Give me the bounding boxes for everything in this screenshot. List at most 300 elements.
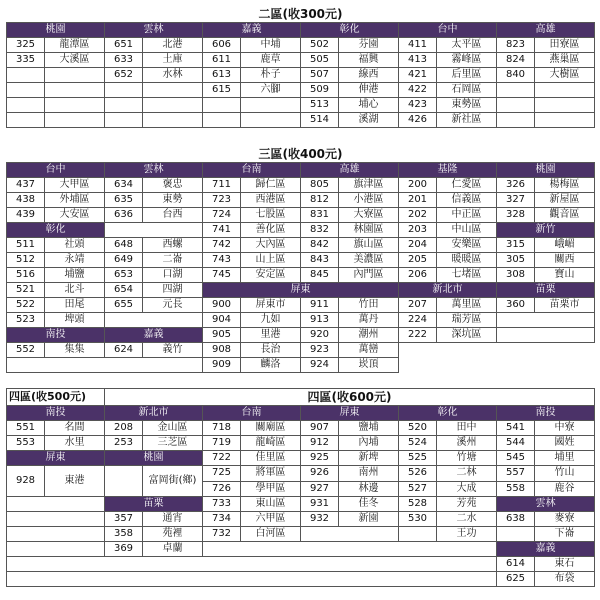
- table-row: [7, 53, 595, 68]
- region-header: 嘉義: [203, 23, 301, 38]
- postal-code: 421: [399, 68, 437, 83]
- postal-code: 923: [301, 343, 339, 358]
- table-row: [7, 436, 595, 451]
- district-name: 將軍區: [241, 466, 301, 482]
- district-name: 旗山區: [339, 238, 399, 253]
- postal-code: 202: [399, 208, 437, 223]
- district-name: 學甲區: [241, 481, 301, 497]
- district-name: 中山區: [437, 223, 497, 238]
- postal-code: 528: [399, 497, 437, 512]
- district-name: 林園區: [339, 223, 399, 238]
- empty-cell: [399, 343, 595, 358]
- zone4-600-title: 四區(收600元): [105, 389, 595, 406]
- district-name: 內門區: [339, 268, 399, 283]
- district-name: 旗津區: [339, 178, 399, 193]
- table-row: [7, 358, 595, 373]
- district-name: 大樹區: [535, 68, 595, 83]
- district-name: 龍潭區: [45, 38, 105, 53]
- district-name: 三芝區: [143, 436, 203, 451]
- postal-code: [203, 98, 241, 113]
- district-name: 林邊: [339, 481, 399, 497]
- district-name: 二崙: [143, 253, 203, 268]
- district-name: 東石: [535, 557, 595, 572]
- region-header: 高雄: [301, 163, 399, 178]
- district-name: [143, 98, 203, 113]
- district-name: 佳冬: [339, 497, 399, 512]
- postal-code: 358: [105, 527, 143, 542]
- postal-code: 514: [301, 113, 339, 128]
- postal-code: 845: [301, 268, 339, 283]
- postal-code: 253: [105, 436, 143, 451]
- postal-code: 733: [203, 497, 241, 512]
- district-name: 南州: [339, 466, 399, 482]
- postal-code: 927: [301, 481, 339, 497]
- district-name: 二水: [437, 512, 497, 527]
- district-name: [143, 113, 203, 128]
- postal-code: [105, 83, 143, 98]
- district-name: 卓蘭: [143, 542, 203, 557]
- district-name: 東港: [45, 466, 105, 497]
- postal-code: 723: [203, 193, 241, 208]
- district-name: 麟洛: [241, 358, 301, 373]
- postal-code: 920: [301, 328, 339, 343]
- region-header: 新北市: [399, 283, 497, 298]
- table-row: [7, 238, 595, 253]
- region-header: 南投: [497, 406, 595, 421]
- district-name: [241, 98, 301, 113]
- district-name: [535, 98, 595, 113]
- postal-code: 634: [105, 178, 143, 193]
- district-name: 大甲區: [45, 178, 105, 193]
- district-name: [143, 83, 203, 98]
- postal-code: 911: [301, 298, 339, 313]
- region-header: 台中: [7, 163, 105, 178]
- postal-code: [7, 83, 45, 98]
- district-name: 大安區: [45, 208, 105, 223]
- postal-code: 805: [301, 178, 339, 193]
- zone2-body: [7, 38, 595, 128]
- empty-cell: [497, 313, 595, 328]
- district-name: 安定區: [241, 268, 301, 283]
- postal-code: 636: [105, 208, 143, 223]
- postal-code: 711: [203, 178, 241, 193]
- table-row: [7, 283, 595, 298]
- district-name: 富岡街(鄉): [143, 466, 203, 497]
- district-name: 土庫: [143, 53, 203, 68]
- district-name: 竹田: [339, 298, 399, 313]
- postal-code: 638: [497, 512, 535, 527]
- postal-code: 653: [105, 268, 143, 283]
- district-name: 七股區: [241, 208, 301, 223]
- postal-code: [7, 98, 45, 113]
- postal-code: 507: [301, 68, 339, 83]
- table-row: [7, 466, 595, 482]
- postal-code: 422: [399, 83, 437, 98]
- table-row: [7, 298, 595, 313]
- district-name: 溪州: [437, 436, 497, 451]
- postal-code: 734: [203, 512, 241, 527]
- postal-code: 545: [497, 451, 535, 466]
- postal-code: 505: [301, 53, 339, 68]
- district-name: 暖暖區: [437, 253, 497, 268]
- region-header: 雲林: [105, 163, 203, 178]
- district-name: 白河區: [241, 527, 301, 542]
- postal-code: 725: [203, 466, 241, 482]
- district-name: 名間: [45, 421, 105, 436]
- district-name: 六腳: [241, 83, 301, 98]
- district-name: 內埔: [339, 436, 399, 451]
- postal-code: 326: [497, 178, 535, 193]
- district-name: 長治: [241, 343, 301, 358]
- postal-code: 907: [301, 421, 339, 436]
- zone3-title: 三區(收400元): [258, 147, 343, 161]
- district-name: 中埔: [241, 38, 301, 53]
- postal-code: 900: [203, 298, 241, 313]
- district-name: 龍崎區: [241, 436, 301, 451]
- empty-cell: [7, 497, 105, 512]
- district-name: 麥寮: [535, 512, 595, 527]
- postal-code: 652: [105, 68, 143, 83]
- district-name: 埤頭: [45, 313, 105, 328]
- table-row: [7, 527, 595, 542]
- district-name: 寶山: [535, 268, 595, 283]
- region-header: 桃園: [7, 23, 105, 38]
- district-name: 九如: [241, 313, 301, 328]
- district-name: 國姓: [535, 436, 595, 451]
- postal-code: [497, 83, 535, 98]
- district-name: 仁愛區: [437, 178, 497, 193]
- district-name: 崁頂: [339, 358, 399, 373]
- postal-code: 201: [399, 193, 437, 208]
- district-name: 社頭: [45, 238, 105, 253]
- zone2-table: [6, 6, 595, 128]
- table-row: [7, 421, 595, 436]
- postal-code: 718: [203, 421, 241, 436]
- district-name: 萬里區: [437, 298, 497, 313]
- district-name: 太平區: [437, 38, 497, 53]
- postal-code: 913: [301, 313, 339, 328]
- postal-code: 557: [497, 466, 535, 482]
- district-name: 北斗: [45, 283, 105, 298]
- district-name: 埔鹽: [45, 268, 105, 283]
- postal-code: 648: [105, 238, 143, 253]
- postal-code: 523: [7, 313, 45, 328]
- district-name: 金山區: [143, 421, 203, 436]
- region-header: 嘉義: [497, 542, 595, 557]
- district-name: 關西: [535, 253, 595, 268]
- region-header: 基隆: [399, 163, 497, 178]
- region-header: 高雄: [497, 23, 595, 38]
- region-header: 苗栗: [105, 497, 203, 512]
- district-name: 新社區: [437, 113, 497, 128]
- district-name: 新園: [339, 512, 399, 527]
- district-name: 集集: [45, 343, 105, 358]
- empty-cell: [7, 557, 497, 572]
- district-name: [45, 98, 105, 113]
- postal-code: 924: [301, 358, 339, 373]
- postal-code: 928: [7, 466, 45, 497]
- table-row: [7, 253, 595, 268]
- district-name: 埔心: [339, 98, 399, 113]
- region-header: 雲林: [105, 23, 203, 38]
- district-name: 大溪區: [45, 53, 105, 68]
- district-name: 永靖: [45, 253, 105, 268]
- district-name: 田寮區: [535, 38, 595, 53]
- postal-code: 624: [105, 343, 143, 358]
- postal-code: 206: [399, 268, 437, 283]
- district-name: [45, 113, 105, 128]
- district-name: [241, 113, 301, 128]
- district-name: 楊梅區: [535, 178, 595, 193]
- zone4-500-title: 四區(收500元): [7, 389, 105, 406]
- postal-code: 527: [399, 481, 437, 497]
- postal-code: 541: [497, 421, 535, 436]
- empty-cell: [497, 328, 595, 343]
- district-name: 褒忠: [143, 178, 203, 193]
- table-row: [7, 193, 595, 208]
- postal-code: 649: [105, 253, 143, 268]
- empty-cell: [203, 542, 497, 557]
- postal-code: 932: [301, 512, 339, 527]
- postal-code: 840: [497, 68, 535, 83]
- district-name: 安樂區: [437, 238, 497, 253]
- postal-code: 611: [203, 53, 241, 68]
- postal-code: 823: [497, 38, 535, 53]
- district-name: 峨嵋: [535, 238, 595, 253]
- district-name: 田尾: [45, 298, 105, 313]
- table-row: [7, 38, 595, 53]
- district-name: 布袋: [535, 572, 595, 587]
- district-name: 西螺: [143, 238, 203, 253]
- district-name: 口湖: [143, 268, 203, 283]
- district-name: 關廟區: [241, 421, 301, 436]
- postal-code: [105, 466, 143, 497]
- region-header: 新竹: [497, 223, 595, 238]
- region-header: 桃園: [105, 451, 203, 466]
- region-header: 新北市: [105, 406, 203, 421]
- postal-code: 204: [399, 238, 437, 253]
- district-name: 深坑區: [437, 328, 497, 343]
- postal-code: 722: [203, 451, 241, 466]
- table-row: [7, 343, 595, 358]
- district-name: 東山區: [241, 497, 301, 512]
- district-name: 下崙: [535, 527, 595, 542]
- zone3-rows-b: [7, 238, 595, 283]
- district-name: 中正區: [437, 208, 497, 223]
- zone3-rows-a: [7, 178, 595, 223]
- district-name: 朴子: [241, 68, 301, 83]
- postal-code: 615: [203, 83, 241, 98]
- postal-code: [7, 113, 45, 128]
- table-row: [7, 313, 595, 328]
- postal-code: 509: [301, 83, 339, 98]
- empty-cell: [7, 527, 105, 542]
- district-name: 東勢: [143, 193, 203, 208]
- postal-code: 824: [497, 53, 535, 68]
- postal-code: 522: [7, 298, 45, 313]
- district-name: [45, 83, 105, 98]
- table-row: [7, 83, 595, 98]
- district-name: 竹塘: [437, 451, 497, 466]
- zone4-header-row: [7, 406, 595, 421]
- postal-code: 654: [105, 283, 143, 298]
- postal-code: [497, 527, 535, 542]
- district-name: [535, 83, 595, 98]
- postal-code: 925: [301, 451, 339, 466]
- postal-code: 224: [399, 313, 437, 328]
- zone4-table: [6, 388, 595, 587]
- district-name: 六甲區: [241, 512, 301, 527]
- zone3-header-row: [7, 163, 595, 178]
- postal-code: 553: [7, 436, 45, 451]
- district-name: 霧峰區: [437, 53, 497, 68]
- table-row: [7, 208, 595, 223]
- district-name: 中寮: [535, 421, 595, 436]
- postal-code: 606: [203, 38, 241, 53]
- region-header: 屏東: [301, 406, 399, 421]
- empty-cell: [7, 572, 497, 587]
- district-name: 苑裡: [143, 527, 203, 542]
- table-row: [7, 178, 595, 193]
- district-name: 西港區: [241, 193, 301, 208]
- district-name: 小港區: [339, 193, 399, 208]
- region-header: 屏東: [203, 283, 399, 298]
- table-row: [7, 98, 595, 113]
- district-name: 大寮區: [339, 208, 399, 223]
- district-name: 東勢區: [437, 98, 497, 113]
- postal-code: 635: [105, 193, 143, 208]
- empty-cell: [399, 358, 595, 373]
- district-name: 義竹: [143, 343, 203, 358]
- postal-code: 926: [301, 466, 339, 482]
- district-name: [45, 68, 105, 83]
- postal-code: 426: [399, 113, 437, 128]
- district-name: 芳苑: [437, 497, 497, 512]
- zone3-table: [6, 146, 595, 373]
- district-name: 福興: [339, 53, 399, 68]
- district-name: 台西: [143, 208, 203, 223]
- postal-code: 842: [301, 238, 339, 253]
- postal-code: 719: [203, 436, 241, 451]
- postal-code: 551: [7, 421, 45, 436]
- region-header: 南投: [7, 328, 105, 343]
- postal-code: 741: [203, 223, 241, 238]
- district-name: 芬園: [339, 38, 399, 53]
- region-header: 桃園: [497, 163, 595, 178]
- district-name: 北港: [143, 38, 203, 53]
- district-name: 瑞芳區: [437, 313, 497, 328]
- table-row: [7, 542, 595, 557]
- postal-code: 357: [105, 512, 143, 527]
- district-name: 苗栗市: [535, 298, 595, 313]
- district-name: 鹿谷: [535, 481, 595, 497]
- postal-code: 812: [301, 193, 339, 208]
- postal-code: 207: [399, 298, 437, 313]
- empty-cell: [7, 542, 105, 557]
- postal-code: 315: [497, 238, 535, 253]
- table-row: [7, 268, 595, 283]
- postal-code: 544: [497, 436, 535, 451]
- postal-code: 832: [301, 223, 339, 238]
- district-name: 元長: [143, 298, 203, 313]
- postal-code: 732: [203, 527, 241, 542]
- postal-code: 335: [7, 53, 45, 68]
- empty-cell: [7, 512, 105, 527]
- postal-code: [497, 98, 535, 113]
- empty-cell: [301, 527, 399, 542]
- postal-code: 525: [399, 451, 437, 466]
- postal-code: 521: [7, 283, 45, 298]
- postal-code: 413: [399, 53, 437, 68]
- district-name: 善化區: [241, 223, 301, 238]
- region-header: 南投: [7, 406, 105, 421]
- region-header: 彰化: [7, 223, 105, 238]
- postal-code: 325: [7, 38, 45, 53]
- table-row: [7, 557, 595, 572]
- postal-code: 411: [399, 38, 437, 53]
- postal-code: 516: [7, 268, 45, 283]
- district-name: 四湖: [143, 283, 203, 298]
- region-header: 台中: [399, 23, 497, 38]
- district-name: 七堵區: [437, 268, 497, 283]
- district-name: 美濃區: [339, 253, 399, 268]
- region-header: 彰化: [301, 23, 399, 38]
- postal-code: [105, 113, 143, 128]
- postal-code: [105, 98, 143, 113]
- district-name: 里港: [241, 328, 301, 343]
- postal-code: 530: [399, 512, 437, 527]
- table-row: [7, 113, 595, 128]
- district-name: 燕巢區: [535, 53, 595, 68]
- postal-code: 360: [497, 298, 535, 313]
- postal-code: [497, 113, 535, 128]
- district-name: 王功: [437, 527, 497, 542]
- postal-code: 369: [105, 542, 143, 557]
- postal-code: 222: [399, 328, 437, 343]
- region-header: 屏東: [7, 451, 105, 466]
- postal-code: [203, 113, 241, 128]
- district-name: 后里區: [437, 68, 497, 83]
- postal-code: 511: [7, 238, 45, 253]
- district-name: 歸仁區: [241, 178, 301, 193]
- postal-code: 724: [203, 208, 241, 223]
- postal-code: 908: [203, 343, 241, 358]
- postal-code: [399, 527, 437, 542]
- district-name: 鹽埔: [339, 421, 399, 436]
- district-name: 通宵: [143, 512, 203, 527]
- empty-cell: [7, 358, 203, 373]
- district-name: 萬巒: [339, 343, 399, 358]
- empty-cell: [105, 313, 203, 328]
- table-row: [7, 223, 595, 238]
- district-name: 石岡區: [437, 83, 497, 98]
- region-header: 台南: [203, 406, 301, 421]
- postal-code: 742: [203, 238, 241, 253]
- empty-cell: [105, 223, 203, 238]
- postal-code: 526: [399, 466, 437, 482]
- district-name: 萬丹: [339, 313, 399, 328]
- postal-code: 558: [497, 481, 535, 497]
- postal-code: 904: [203, 313, 241, 328]
- postal-code: 651: [105, 38, 143, 53]
- district-name: 二林: [437, 466, 497, 482]
- postal-code: 743: [203, 253, 241, 268]
- postal-code: 439: [7, 208, 45, 223]
- postal-code: 524: [399, 436, 437, 451]
- postal-code: 305: [497, 253, 535, 268]
- postal-code: 745: [203, 268, 241, 283]
- region-header: 雲林: [497, 497, 595, 512]
